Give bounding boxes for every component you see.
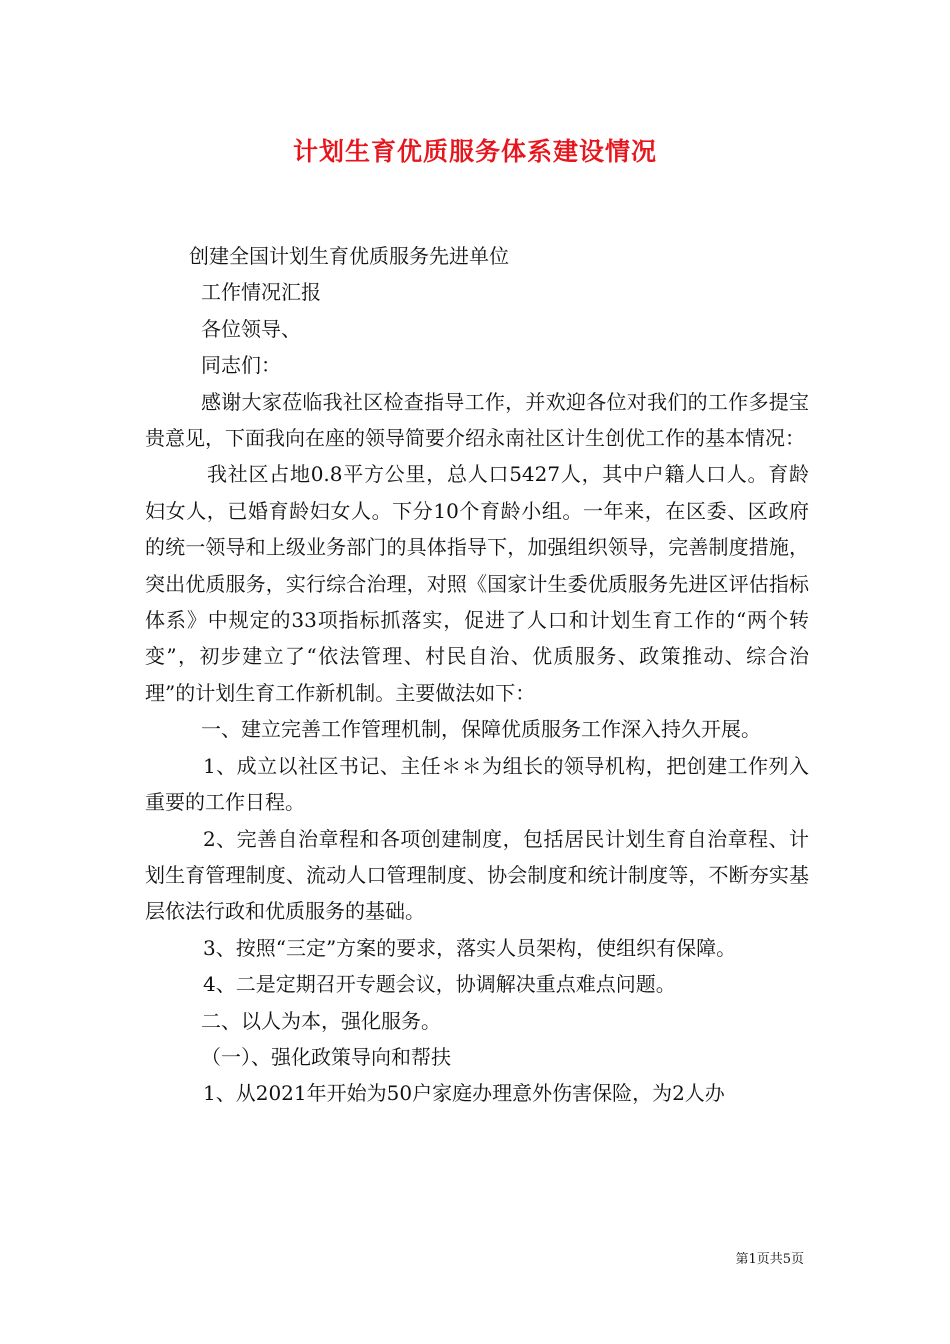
document-body xyxy=(145,238,809,1112)
body-paragraph: 工作情况汇报 xyxy=(201,280,321,305)
body-paragraph: 二、以人为本，强化服务。 xyxy=(201,1008,441,1033)
page-footer: 第1页共5页 xyxy=(735,1252,804,1267)
body-paragraph: 1、成立以社区书记、主任＊＊为组长的领导机构，把创建工作列入重要的工作日程。 xyxy=(145,753,809,815)
body-paragraph: 3、按照“三定”方案的要求，落实人员架构，使组织有保障。 xyxy=(203,935,737,960)
body-paragraph: 创建全国计划生育优质服务先进单位 xyxy=(189,244,509,268)
body-paragraph: 同志们： xyxy=(201,353,281,378)
body-paragraph: 一、建立完善工作管理机制，保障优质服务工作深入持久开展。 xyxy=(201,717,761,742)
body-paragraph: 我社区占地0.8平方公里，总人口5427人，其中户籍人口人。育龄妇女人，已婚育龄妇女人。下分10个育龄小组。一年来，在区委、区政府的统一领导和上级业务部门的具体指导下，加强组织领导，完善制度措施，突出优质服务，实行综合治理，对照《国家计生委优质服务先进区评估指标体系》中规定的33项指标抓落实，促进了人口和计划生育工作的“两个转变”，初步建立了“依法管理、村民自治、优质服务、政策推动、综合治理”的计划生育工作新机制。主要做法如下： xyxy=(145,462,809,705)
body-paragraph: （一）、强化政策导向和帮扶 xyxy=(201,1044,451,1069)
body-paragraph: 2、完善自治章程和各项创建制度，包括居民计划生育自治章程、计划生育管理制度、流动人口管理制度、协会制度和统计制度等，不断夯实基层依法行政和优质服务的基础。 xyxy=(145,826,809,924)
document-title: 计划生育优质服务体系建设情况 xyxy=(292,137,657,166)
body-paragraph: 1、从2021年开始为50户家庭办理意外伤害保险，为2人办 xyxy=(203,1081,725,1106)
body-paragraph: 感谢大家莅临我社区检查指导工作，并欢迎各位对我们的工作多提宝贵意见，下面我向在座的领导简要介绍永南社区计生创优工作的基本情况： xyxy=(145,389,809,451)
body-paragraph: 4、二是定期召开专题会议，协调解决重点难点问题。 xyxy=(203,972,676,997)
body-paragraph: 各位领导、 xyxy=(201,316,301,341)
